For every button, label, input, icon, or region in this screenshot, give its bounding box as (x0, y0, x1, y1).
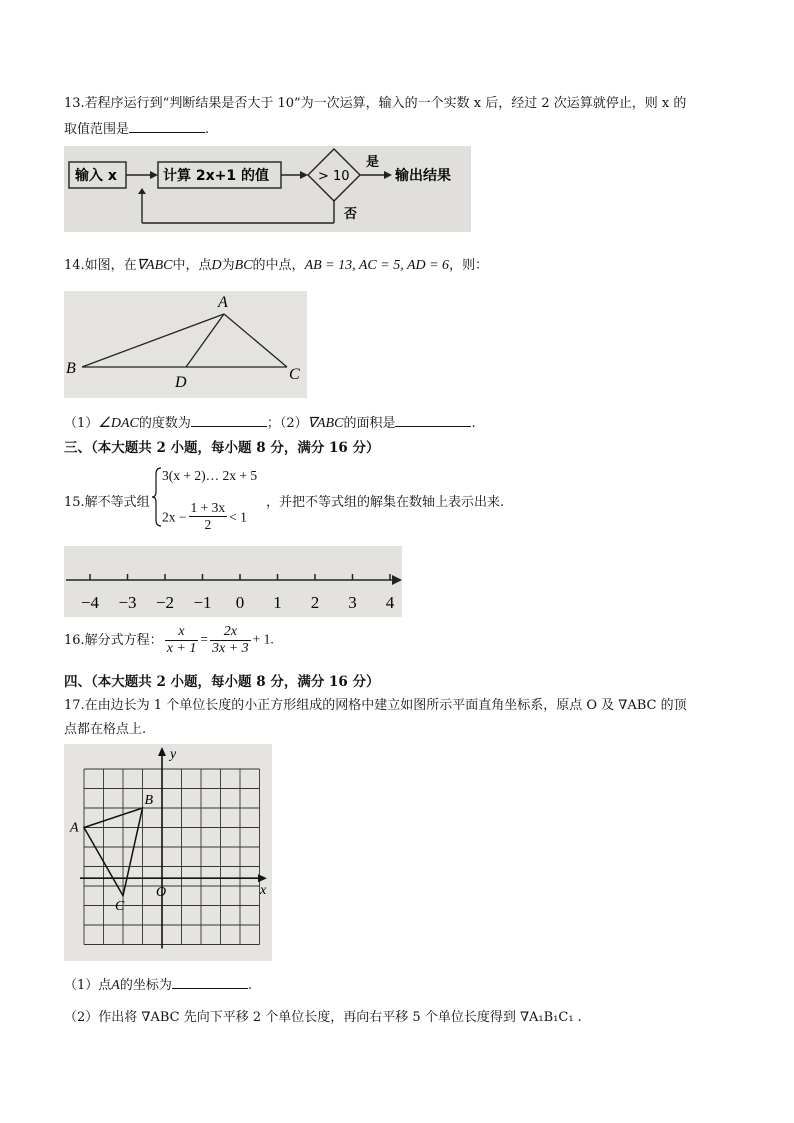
q15 (64, 466, 764, 532)
q17-line2: 点都在格点上. (64, 722, 147, 737)
tri-label-D: D (175, 374, 187, 391)
q13-flowchart-photo (64, 146, 471, 232)
flow-decision-text: > 10 (318, 169, 350, 184)
flow-no-label: 否 (344, 207, 358, 222)
numberline-tick-label: 1 (273, 593, 282, 612)
q14-area-blank[interactable] (395, 414, 471, 427)
flow-input-text: 输入 x (75, 168, 117, 184)
flow-compute-text: 计算 2x+1 的值 (163, 168, 269, 184)
numberline-tick-label: −4 (80, 593, 100, 612)
q13-period: . (205, 122, 210, 137)
q17-line1: 17.在由边长为 1 个单位长度的小正方形组成的网格中建立如图所示平面直角坐标系，原点 O 及 ∇ABC 的顶 (64, 698, 687, 713)
numberline-tick-label: 2 (310, 593, 320, 612)
grid-label-O: O (156, 885, 167, 901)
numberline-figure (64, 546, 402, 617)
grid-label-A: A (70, 820, 79, 836)
grid-label-y: y (170, 747, 177, 762)
q15-brace (152, 466, 162, 528)
numberline-tick-label: 3 (348, 593, 357, 612)
numberline-tick-label: 0 (235, 593, 245, 612)
grid-label-B: B (144, 793, 154, 808)
q17-grid-photo (64, 744, 272, 961)
numberline-tick-label: 4 (385, 593, 395, 612)
tri-label-A: A (218, 294, 228, 311)
tri-label-B: B (66, 360, 76, 377)
numberline-tick-label: −3 (118, 593, 137, 612)
section3-title: 三、（本大题共 2 小题，每小题 8 分，满分 16 分） (64, 440, 380, 456)
q17-sub2: （2）作出将 ∇ABC 先向下平移 2 个单位长度，再向右平移 5 个单位长度得到 ∇A₁B₁C₁ . (64, 1010, 582, 1025)
grid-label-C: C (115, 898, 125, 914)
q17-coord-blank[interactable] (172, 976, 248, 989)
numberline-tick-label: −1 (193, 593, 212, 612)
q14-triangle-figure (64, 291, 307, 398)
numberline-photo (64, 546, 402, 617)
q17-grid-figure (64, 744, 272, 961)
q15-inequality-1: 3(x + 2)… 2x + 5 (162, 468, 258, 483)
q13-line1: 13.若程序运行到“判断结果是否大于 10”为一次运算，输入的一个实数 x 后，经过 2 次运算就停止，则 x 的 (64, 96, 687, 111)
q15-inequality-2: 2x − $\frac{1 + 3x}{2}$ < 1 (162, 500, 247, 532)
q15-suffix: ，并把不等式组的解集在数轴上表示出来. (266, 495, 505, 510)
grid-label-x: x (260, 883, 267, 899)
q16: 16.解分式方程： $\frac{x}{x + 1}$ = $\frac{2x}{3x + 3}$ + 1. (64, 624, 274, 656)
q14-subquestions: （1）∠DAC的度数为 ；（2）∇ABC的面积是 . (64, 416, 476, 431)
flow-output-text: 输出结果 (395, 168, 451, 184)
q13-line2 (64, 118, 209, 137)
q13-flowchart (64, 146, 471, 232)
numberline-tick-label: −2 (155, 593, 175, 612)
q15-prefix: 15.解不等式组 (64, 495, 150, 510)
q14-triangle-photo (64, 291, 307, 398)
q13-answer-blank[interactable] (129, 120, 205, 133)
tri-label-C: C (289, 366, 300, 383)
q17-sub1: （1）点A的坐标为 . (64, 978, 252, 993)
q13-line2-text: 取值范围是 (64, 122, 130, 137)
section4-title: 四、（本大题共 2 小题，每小题 8 分，满分 16 分） (64, 674, 380, 690)
q14-angle-blank[interactable] (191, 414, 267, 427)
q14-stem: 14.如图，在∇ABC中，点D为BC的中点，AB = 13, AC = 5, AD = 6，则： (64, 258, 489, 273)
flow-yes-label: 是 (366, 155, 380, 170)
